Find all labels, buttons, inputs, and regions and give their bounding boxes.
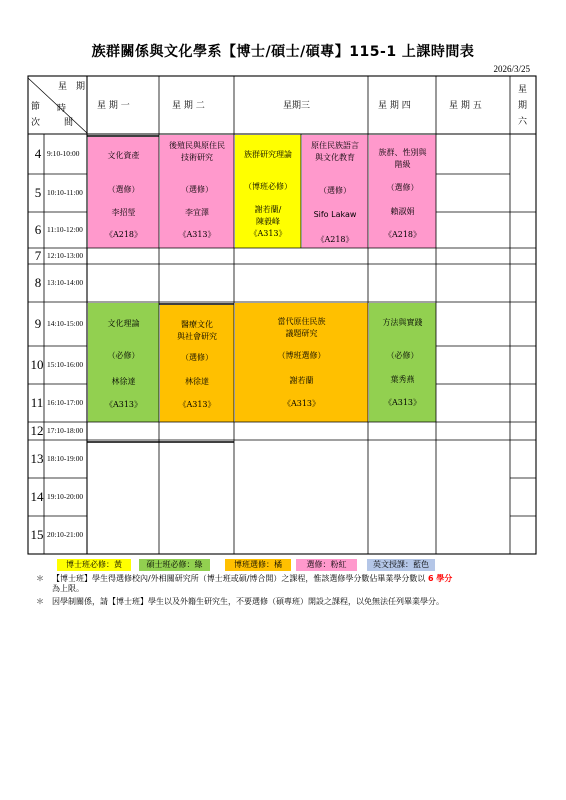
course-teacher: 林徐達: [185, 377, 209, 386]
course-room: 《A313》: [383, 398, 422, 407]
course-name: 當代原住民族: [277, 317, 326, 326]
header-saturday-3: 六: [518, 117, 528, 127]
course-name: 階級: [394, 160, 411, 169]
period-number: 8: [34, 275, 42, 290]
course-ethnic-theory[interactable]: [235, 135, 301, 248]
period-time: 13:10-14:00: [47, 278, 84, 287]
course-room: 《A313》: [282, 399, 321, 408]
course-medical-culture[interactable]: [160, 305, 234, 422]
legend-english: 英文授課：藍色: [373, 560, 429, 569]
period-number: 11: [30, 395, 44, 410]
note-text: [52, 574, 536, 594]
course-name: 族群、性別與: [378, 148, 427, 157]
period-number: 5: [34, 185, 42, 200]
course-type: （選修）: [181, 353, 213, 362]
period-number: 10: [30, 357, 44, 372]
header-weekday-label: 星 期: [58, 82, 86, 92]
period-time: 11:10-12:00: [47, 225, 83, 234]
course-name: 技術研究: [181, 153, 213, 162]
course-teacher: 賴淑娟: [390, 207, 415, 216]
header-tuesday: 星 期 二: [172, 101, 205, 111]
period-number: 9: [34, 316, 42, 331]
course-name: 族群研究理論: [244, 150, 292, 159]
course-type: （選修）: [386, 183, 419, 192]
course-room: 《A313》: [249, 229, 287, 238]
note-highlight: 6 學分: [427, 574, 453, 583]
course-name: 文化理論: [107, 319, 140, 328]
header-thursday: 星 期 四: [378, 101, 411, 111]
period-time: 10:10-11:00: [47, 188, 83, 197]
period-number: 4: [34, 146, 42, 161]
course-teacher: 謝若蘭/: [254, 205, 282, 214]
period-number: 13: [30, 451, 44, 466]
header-monday: 星 期 一: [97, 101, 130, 111]
course-cultural-heritage[interactable]: [88, 137, 159, 248]
period-time: 19:10-20:00: [47, 492, 84, 501]
period-number: 6: [34, 222, 42, 237]
period-time: 20:10-21:00: [47, 530, 84, 539]
course-teacher: 陳毅峰: [256, 217, 280, 226]
course-room: 《A313》: [178, 400, 216, 409]
course-cultural-theory[interactable]: [88, 303, 159, 422]
course-indigenous-language[interactable]: [302, 135, 368, 248]
note-1: [36, 574, 536, 596]
header-saturday-1: 星: [518, 85, 528, 95]
course-room: 《A218》: [316, 235, 354, 244]
course-room: 《A218》: [104, 230, 143, 239]
course-name: 原住民族語言: [311, 141, 359, 150]
period-time: 12:10-13:00: [47, 251, 84, 260]
course-teacher: 林徐達: [111, 377, 136, 386]
course-room: 《A313》: [104, 400, 143, 409]
note-2: [36, 597, 536, 609]
legend-phd-required: 博士班必修：黃: [66, 560, 122, 569]
course-contemporary-indigenous[interactable]: [235, 303, 368, 422]
header-friday: 星 期 五: [449, 101, 482, 111]
course-type: （選修）: [181, 185, 213, 194]
note-text-post: 為上限。: [52, 584, 84, 593]
course-room: 《A218》: [383, 230, 422, 239]
course-name: 方法與實踐: [382, 318, 423, 327]
period-time: 16:10-17:00: [47, 398, 84, 407]
course-teacher: 李宜澤: [185, 208, 209, 217]
course-name: 議題研究: [285, 329, 318, 338]
legend-phd-elective: 博班選修：橘: [234, 560, 282, 569]
period-time: 17:10-18:00: [47, 426, 84, 435]
course-teacher: 李招瑩: [111, 208, 136, 217]
period-time: 15:10-16:00: [47, 360, 84, 369]
course-name: 與文化教育: [315, 153, 355, 162]
course-name: 與社會研究: [177, 332, 217, 341]
course-name: 文化資產: [107, 151, 140, 160]
period-number: 12: [30, 423, 44, 438]
header-ci: 次: [31, 118, 41, 128]
course-method-practice[interactable]: [369, 303, 436, 422]
header-period-label: 時: [57, 104, 67, 114]
course-type: （博班必修）: [244, 182, 292, 191]
period-number: 15: [30, 527, 44, 542]
note-bullet: ＊: [36, 597, 44, 606]
note-bullet: ＊: [36, 574, 44, 583]
legend-master-required: 碩士班必修：綠: [146, 560, 203, 569]
course-type: （必修）: [386, 351, 419, 360]
period-time: 14:10-15:00: [47, 319, 84, 328]
course-name: 醫療文化: [181, 320, 213, 329]
page-title: 族群關係與文化學系【博士/碩士/碩專】115-1 上課時間表: [91, 44, 475, 60]
course-type: （選修）: [107, 185, 140, 194]
course-teacher: 謝若蘭: [289, 376, 314, 385]
note-text-pre: 【博士班】學生得選修校內/外相關研究所（博士班或碩/博合開）之課程，惟該選修學分數佔畢業學分數以: [52, 574, 428, 583]
course-name: 後殖民與原住民: [169, 141, 225, 150]
legend-elective: 選修：粉紅: [306, 560, 347, 569]
note-text: 因學制關係，請【博士班】學生以及外籍生研究生，不要選修（碩專班）開設之課程，以免無法任列畢業學分。: [52, 597, 444, 606]
header-saturday-2: 期: [518, 101, 528, 111]
course-room: 《A313》: [178, 230, 216, 239]
period-number: 7: [34, 248, 42, 263]
revision-date: 2026/3/25: [493, 64, 530, 74]
course-type: （博班選修）: [277, 351, 326, 360]
course-teacher: Sifo Lakaw: [313, 210, 357, 219]
course-type: （選修）: [319, 186, 351, 195]
course-type: （必修）: [107, 351, 140, 360]
period-time: 9:10-10:00: [47, 149, 80, 158]
course-ethnicity-gender-class[interactable]: [369, 135, 436, 248]
course-postcolonial-tech[interactable]: [160, 135, 234, 248]
course-teacher: 葉秀燕: [390, 375, 415, 384]
header-jie: 節: [31, 102, 41, 112]
period-time: 18:10-19:00: [47, 454, 84, 463]
period-number: 14: [30, 489, 44, 504]
header-wednesday: 星期三: [283, 101, 311, 111]
header-jian: 間: [64, 118, 74, 128]
